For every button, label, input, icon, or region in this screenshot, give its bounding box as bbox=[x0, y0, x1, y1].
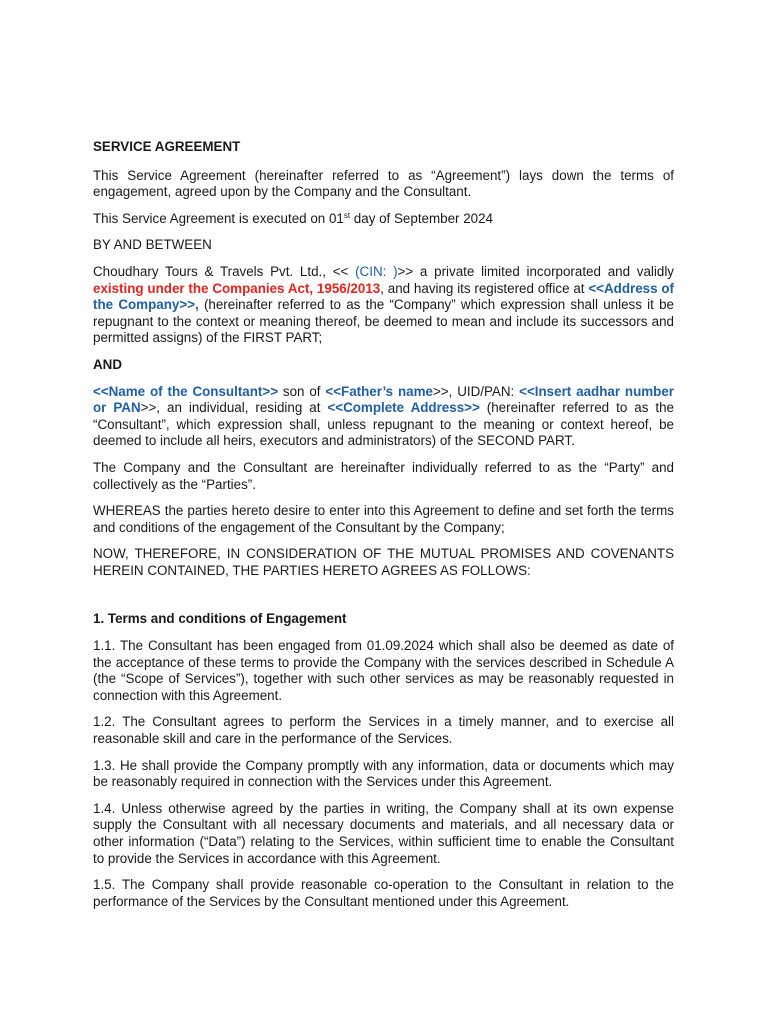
executed-text: This Service Agreement is executed on 01 bbox=[93, 210, 344, 226]
first-party-paragraph bbox=[93, 264, 674, 347]
father-name-placeholder: <<Father’s name bbox=[325, 383, 433, 399]
document-page bbox=[93, 139, 674, 920]
by-and-between: BY AND BETWEEN bbox=[93, 237, 212, 253]
first-party-text: , and having its registered office at bbox=[380, 280, 589, 296]
section-1-heading: 1. Terms and conditions of Engagement bbox=[93, 611, 347, 627]
whereas-paragraph: WHEREAS the parties hereto desire to enter into this Agreement to define and set forth the terms and conditions of the engagement of the Consultant by the Company; bbox=[93, 503, 674, 535]
aadhar-pan-placeholder: <<Insert aadhar number or PAN bbox=[93, 383, 675, 416]
second-party-text: son of bbox=[278, 383, 326, 399]
second-party-text: >>, an individual, residing at bbox=[140, 400, 328, 416]
first-party-text: >> a private limited incorporated and validly bbox=[397, 263, 674, 279]
consultant-address-placeholder: <<Complete Address>> bbox=[327, 400, 480, 416]
companies-act-highlight: existing under the Companies Act, 1956/2013 bbox=[93, 280, 381, 296]
section-spacer bbox=[93, 589, 674, 611]
cin-placeholder: (CIN: ) bbox=[355, 263, 398, 279]
clause-1-3: 1.3. He shall provide the Company promptly with any information, data or documents which may be reasonably required in connection with the Services under this Agreement. bbox=[93, 757, 674, 790]
first-party-text: (hereinafter referred to as the “Company” which expression shall unless it be repugnant to the context or meaning thereof, be deemed to mean and include its successors and permitted assigns) of the FIRST PART; bbox=[93, 297, 674, 346]
intro-paragraph: This Service Agreement (hereinafter referred to as “Agreement”) lays down the terms of engagement, agreed upon by the Company and the Consultant. bbox=[93, 167, 674, 200]
ordinal-suffix: st bbox=[343, 210, 351, 220]
clause-1-5: 1.5. The Company shall provide reasonable co-operation to the Consultant in relation to the performance of the Services by the Consultant mentioned under this Agreement. bbox=[93, 877, 674, 909]
second-party-text: >>, UID/PAN: bbox=[432, 383, 520, 399]
consultant-name-placeholder: <<Name of the Consultant>> bbox=[93, 383, 279, 399]
now-therefore-paragraph: NOW, THEREFORE, IN CONSIDERATION OF THE MUTUAL PROMISES AND COVENANTS HEREIN CONTAINED, THE PARTIES HERETO AGREES AS FOLLOWS: bbox=[93, 546, 674, 578]
company-address-placeholder: <<Address of the Company>>, bbox=[93, 280, 675, 313]
clause-1-2: 1.2. The Consultant agrees to perform the Services in a timely manner, and to exercise all reasonable skill and care in the performance of the Services. bbox=[93, 714, 674, 747]
first-party-text: Choudhary Tours & Travels Pvt. Ltd., << bbox=[93, 263, 356, 279]
second-party-paragraph bbox=[93, 384, 674, 450]
clause-1-4: 1.4. Unless otherwise agreed by the parties in writing, the Company shall at its own expense supply the Consultant with all necessary documents and materials, and all necessary data or other information (“Data”) relating to the Services, within sufficient time to enable the Consultant to provide the Services in accordance with this Agreement. bbox=[93, 800, 674, 866]
document-title: SERVICE AGREEMENT bbox=[93, 139, 241, 154]
party-definition-paragraph: The Company and the Consultant are hereinafter individually referred to as the “Party” and collectively as the “Parties”. bbox=[93, 459, 674, 492]
clause-1-1: 1.1. The Consultant has been engaged from 01.09.2024 which shall also be deemed as date of the acceptance of these terms to provide the Company with the services described in Schedule A (the “Scope of Services”), together with such other services as may be reasonably requested in connection with this Agreement. bbox=[93, 638, 674, 703]
second-party-text: (hereinafter referred to as the “Consultant”, which expression shall, unless repugnant to the meaning or context hereof, be deemed to include all heirs, executors and administrators) of the SECOND PART. bbox=[93, 400, 674, 449]
and-separator: AND bbox=[93, 356, 123, 372]
execution-date-paragraph bbox=[93, 211, 674, 228]
executed-text-end: day of September 2024 bbox=[350, 210, 494, 226]
